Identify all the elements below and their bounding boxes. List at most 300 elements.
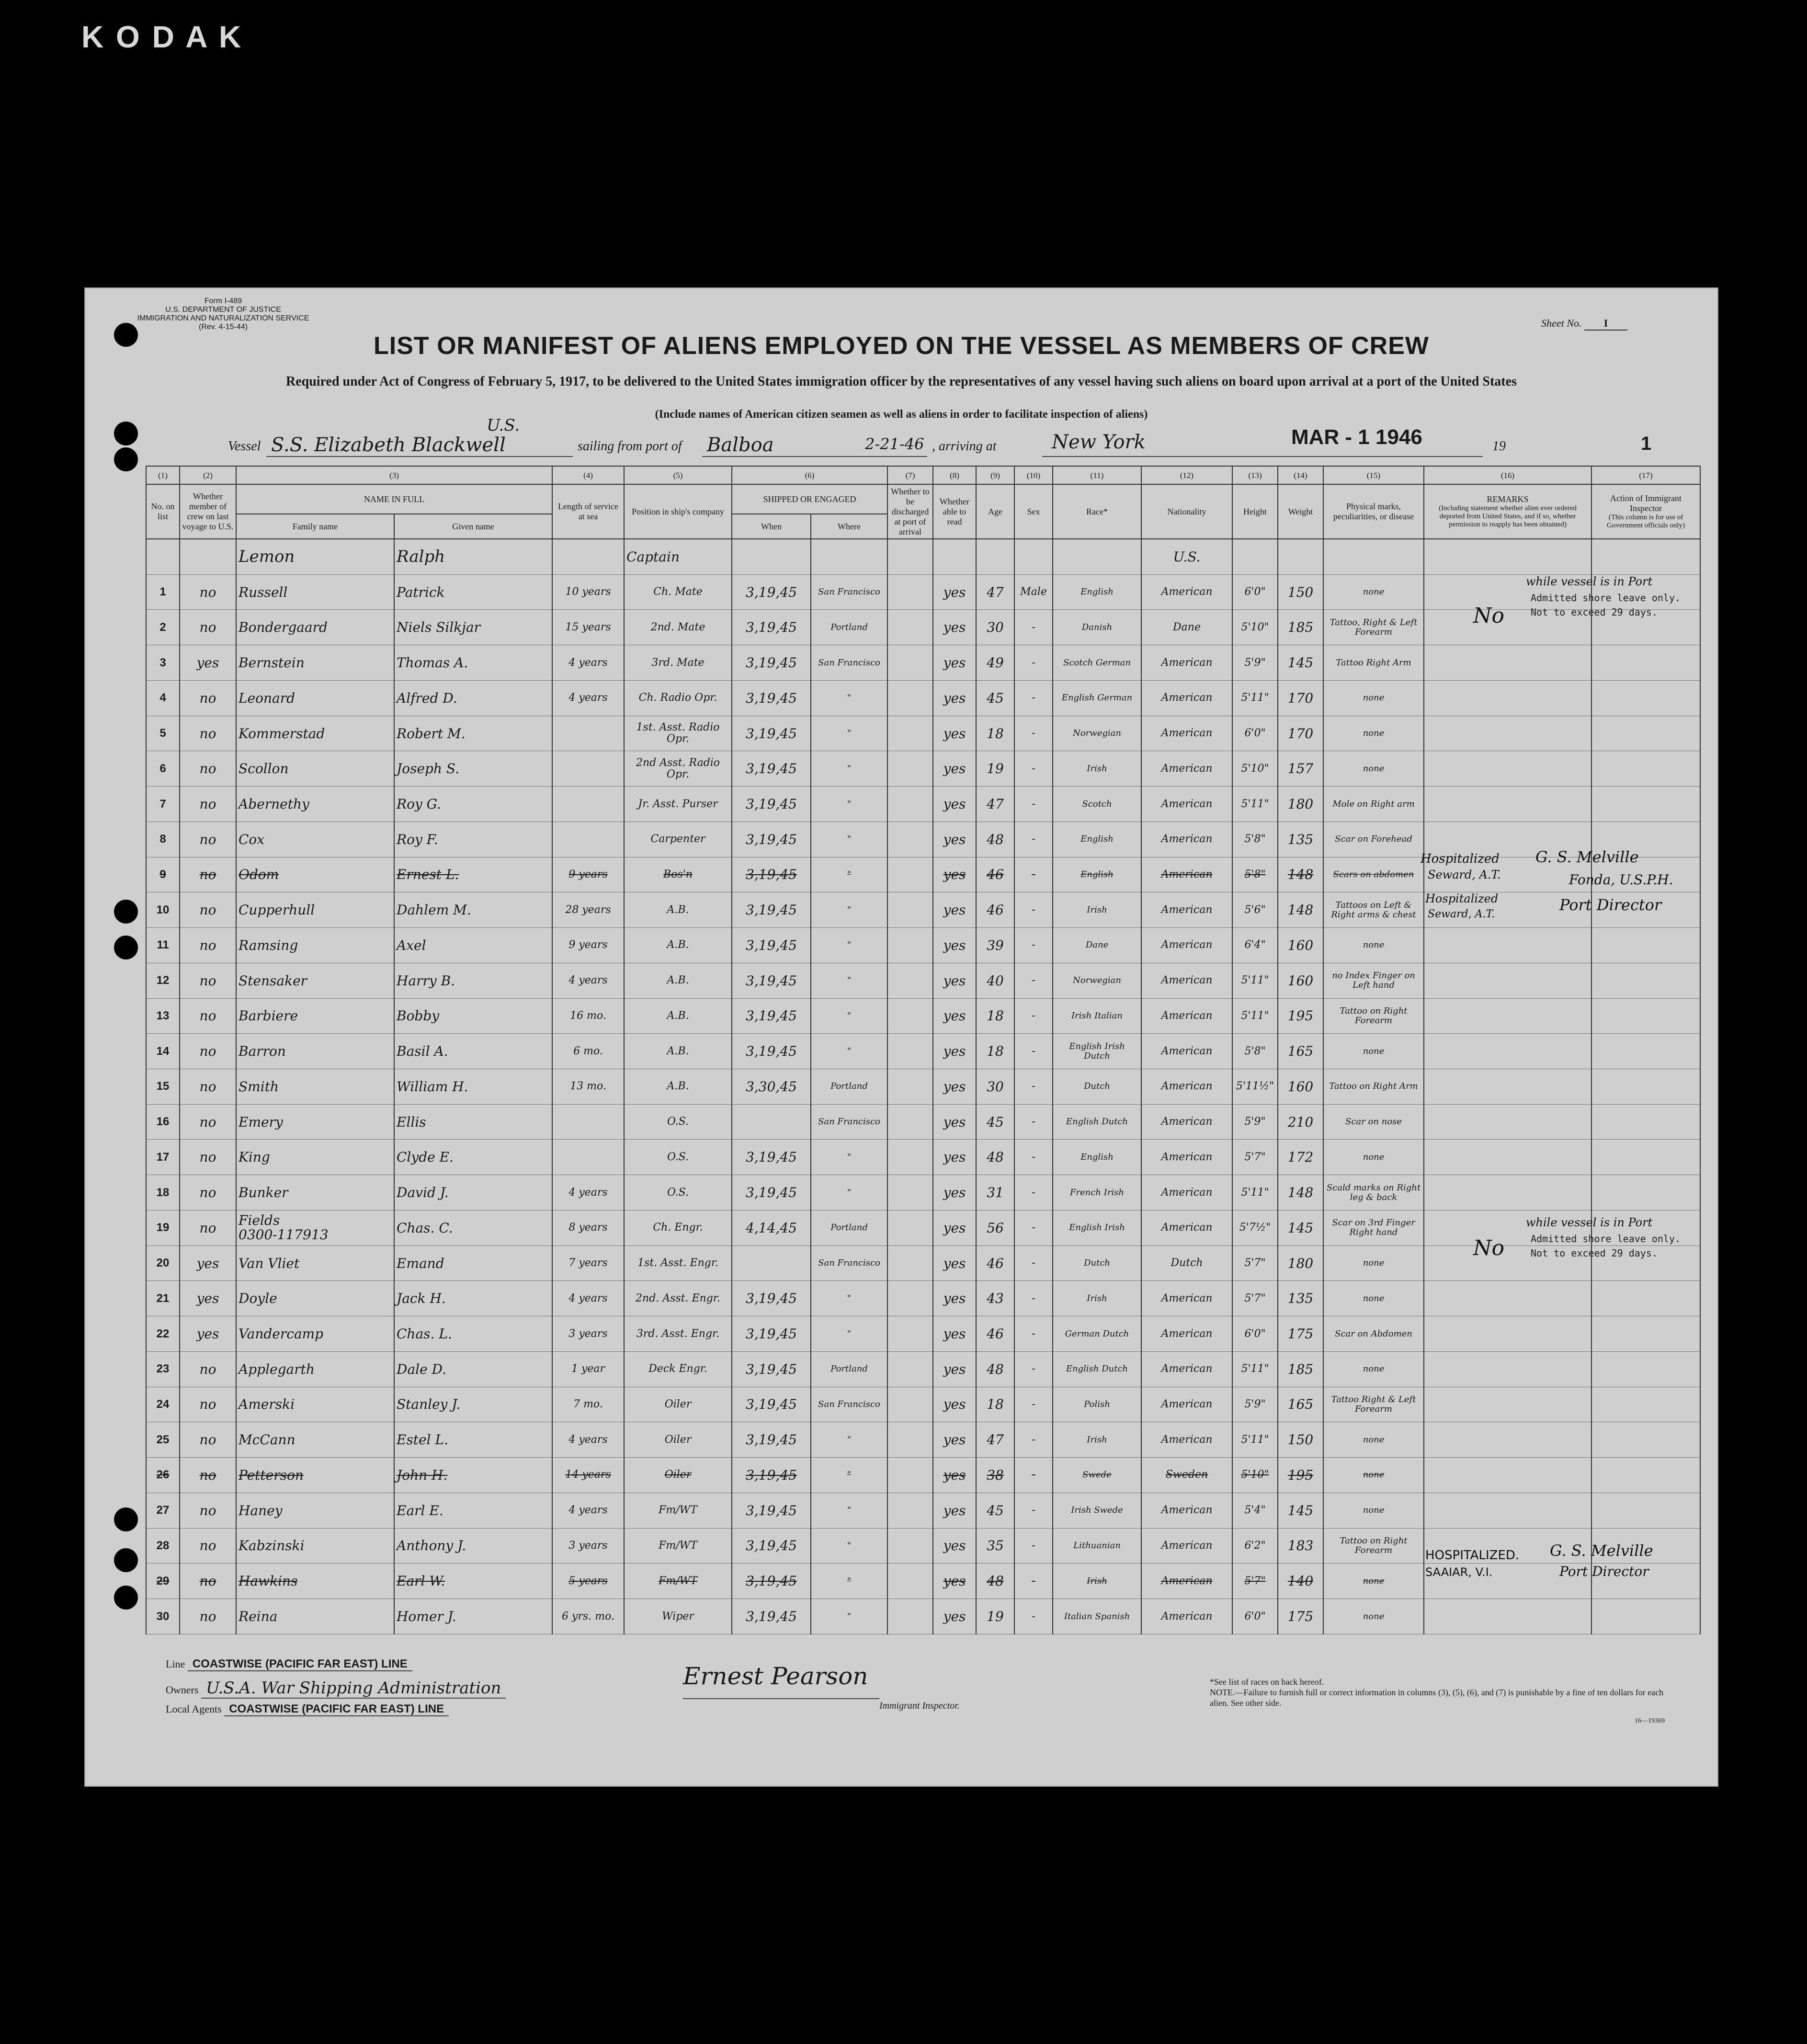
- hospitalized-location: SAAIAR, V.I.: [1425, 1565, 1493, 1579]
- sex: -: [1014, 787, 1053, 822]
- physical-marks: Tattoo on Right Forearm: [1323, 998, 1424, 1034]
- given-name: Roy F.: [394, 822, 552, 857]
- shipped-where: ": [811, 1175, 887, 1210]
- weight: 145: [1278, 1493, 1323, 1528]
- age: 18: [976, 1387, 1014, 1422]
- race: English: [1053, 1140, 1141, 1175]
- action-cell: [1591, 1493, 1700, 1528]
- length-of-service: 7 years: [552, 1245, 624, 1281]
- footer-notes: [1210, 1677, 1665, 1724]
- given-name: William H.: [394, 1069, 552, 1105]
- document-title: LIST OR MANIFEST OF ALIENS EMPLOYED ON THE VESSEL AS MEMBERS OF CREW: [374, 332, 1429, 360]
- discharged: [887, 1281, 933, 1316]
- sex: -: [1014, 1564, 1053, 1599]
- action-cell: [1591, 751, 1700, 787]
- hospitalized-note: HOSPITALIZED.: [1425, 1548, 1520, 1563]
- crew-row: [146, 1387, 1700, 1422]
- family-name: Petterson: [236, 1458, 394, 1493]
- nationality: American: [1141, 1140, 1232, 1175]
- able-to-read: yes: [933, 1422, 976, 1458]
- sex: -: [1014, 857, 1053, 892]
- given-name: Earl E.: [394, 1493, 552, 1528]
- discharged: [887, 716, 933, 751]
- shipped-when: 3,19,45: [732, 645, 811, 681]
- shipped-when: [732, 1245, 811, 1281]
- height: 6'0": [1232, 1316, 1278, 1352]
- discharged: [887, 998, 933, 1034]
- crew-row: [146, 1034, 1700, 1069]
- position: Ch. Radio Opr.: [624, 680, 732, 716]
- weight: 172: [1278, 1140, 1323, 1175]
- form-number: Form I-489: [204, 297, 242, 305]
- last-voyage: no: [180, 822, 236, 857]
- weight: 185: [1278, 1351, 1323, 1387]
- length-of-service: 4 years: [552, 963, 624, 998]
- given-name: Emand: [394, 1245, 552, 1281]
- shipped-when: 3,19,45: [732, 751, 811, 787]
- crew-row: [146, 787, 1700, 822]
- family-name: Bernstein: [236, 645, 394, 681]
- position: Oiler: [624, 1458, 732, 1493]
- given-name: Ellis: [394, 1104, 552, 1140]
- action-cell: [1591, 716, 1700, 751]
- family-name: Emery: [236, 1104, 394, 1140]
- race: Irish: [1053, 1281, 1141, 1316]
- physical-marks: none: [1323, 574, 1424, 610]
- shipped-where: ": [811, 892, 887, 928]
- family-name: King: [236, 1140, 394, 1175]
- race: English: [1053, 822, 1141, 857]
- service-name: IMMIGRATION AND NATURALIZATION SERVICE: [137, 314, 309, 322]
- race: Scotch: [1053, 787, 1141, 822]
- arrival-date-stamp: MAR - 1 1946: [1291, 425, 1422, 449]
- shore-leave-stamp: Admitted shore leave only.: [1531, 1233, 1681, 1245]
- remarks-cell: [1424, 1104, 1591, 1140]
- discharged: [887, 574, 933, 610]
- age: 47: [976, 787, 1014, 822]
- length-of-service: 6 yrs. mo.: [552, 1599, 624, 1634]
- age: 49: [976, 645, 1014, 681]
- family-name: Cupperhull: [236, 892, 394, 928]
- agents-value: COASTWISE (PACIFIC FAR EAST) LINE: [224, 1702, 449, 1716]
- able-to-read: yes: [933, 1034, 976, 1069]
- header-remarks: [1424, 484, 1591, 539]
- able-to-read: yes: [933, 716, 976, 751]
- row-number: 8: [146, 822, 180, 857]
- sex: -: [1014, 1387, 1053, 1422]
- crew-row: [146, 1458, 1700, 1493]
- row-number: 11: [146, 928, 180, 963]
- able-to-read: yes: [933, 787, 976, 822]
- hospitalized-location: Seward, A.T.: [1428, 868, 1501, 881]
- able-to-read: yes: [933, 1140, 976, 1175]
- nationality: Sweden: [1141, 1458, 1232, 1493]
- physical-marks: Tattoo Right Arm: [1323, 645, 1424, 681]
- position: A.B.: [624, 928, 732, 963]
- last-voyage: no: [180, 857, 236, 892]
- col-num: (8): [933, 466, 976, 484]
- remarks-cell: [1424, 645, 1591, 681]
- shipped-when: 3,19,45: [732, 574, 811, 610]
- crew-row: [146, 1210, 1700, 1245]
- age: 48: [976, 1351, 1014, 1387]
- height: 5'10": [1232, 610, 1278, 645]
- action-cell: [1591, 1034, 1700, 1069]
- document-subtitle: Required under Act of Congress of February 5, 1917, to be delivered to the United States immigration officer by the representatives of any vessel having such aliens on board upon arrival at a port of the United States: [286, 374, 1517, 389]
- action-cell: [1591, 928, 1700, 963]
- age: 48: [976, 1140, 1014, 1175]
- last-voyage: no: [180, 1351, 236, 1387]
- length-of-service: 4 years: [552, 680, 624, 716]
- discharged: [887, 1104, 933, 1140]
- length-of-service: 4 years: [552, 1422, 624, 1458]
- punch-hole: [114, 1507, 138, 1531]
- shipped-where: ": [811, 1599, 887, 1634]
- header-length-of-service: Length of service at sea: [552, 484, 624, 539]
- given-name: Ernest L.: [394, 857, 552, 892]
- from-port: Balboa: [707, 434, 774, 456]
- able-to-read: yes: [933, 1316, 976, 1352]
- crew-table-body: [146, 539, 1700, 1634]
- height: 5'7": [1232, 1281, 1278, 1316]
- sailing-label: sailing from port of: [578, 439, 682, 454]
- height: 5'11": [1232, 787, 1278, 822]
- file-number: 0300-117913: [239, 1227, 329, 1243]
- weight: 135: [1278, 1281, 1323, 1316]
- given-name: Dale D.: [394, 1351, 552, 1387]
- length-of-service: 28 years: [552, 892, 624, 928]
- shipped-when: 3,19,45: [732, 1140, 811, 1175]
- remarks-cell: [1424, 680, 1591, 716]
- shipped-when: 3,19,45: [732, 1316, 811, 1352]
- shipped-where: ": [811, 928, 887, 963]
- age: 46: [976, 1316, 1014, 1352]
- given-name: Anthony J.: [394, 1528, 552, 1564]
- position: Jr. Asst. Purser: [624, 787, 732, 822]
- crew-row: [146, 1245, 1700, 1281]
- races-note: *See list of races on back hereof.: [1210, 1677, 1324, 1687]
- physical-marks: none: [1323, 1493, 1424, 1528]
- position: Carpenter: [624, 822, 732, 857]
- physical-marks: none: [1323, 1564, 1424, 1599]
- shipped-where: Portland: [811, 610, 887, 645]
- weight: 165: [1278, 1387, 1323, 1422]
- action-cell: [1591, 963, 1700, 998]
- sex: -: [1014, 1140, 1053, 1175]
- position: 1st. Asst. Radio Opr.: [624, 716, 732, 751]
- family-name: Abernethy: [236, 787, 394, 822]
- header-row-1: [146, 484, 1700, 514]
- owners-label: Owners: [166, 1684, 199, 1696]
- film-edge-marking: K O D A K: [81, 20, 243, 54]
- position: Fm/WT: [624, 1564, 732, 1599]
- family-name: Kabzinski: [236, 1528, 394, 1564]
- shipped-where: ": [811, 787, 887, 822]
- given-name: Harry B.: [394, 963, 552, 998]
- hospitalized-location: Seward, A.T.: [1428, 908, 1495, 920]
- action-cell: [1591, 1316, 1700, 1352]
- age: 47: [976, 574, 1014, 610]
- position: 3rd. Asst. Engr.: [624, 1316, 732, 1352]
- row-number: 4: [146, 680, 180, 716]
- sex: -: [1014, 1175, 1053, 1210]
- height: 5'11": [1232, 1351, 1278, 1387]
- shipped-when: 3,19,45: [732, 1528, 811, 1564]
- shipped-where: ": [811, 751, 887, 787]
- family-name-text: Fields: [239, 1212, 280, 1229]
- shipped-where: San Francisco: [811, 645, 887, 681]
- shipped-where: Portland: [811, 1210, 887, 1245]
- col-num: (2): [180, 466, 236, 484]
- nationality: American: [1141, 1069, 1232, 1105]
- weight: 170: [1278, 716, 1323, 751]
- race: Dane: [1053, 928, 1141, 963]
- action-cell: [1591, 1281, 1700, 1316]
- discharged: [887, 1175, 933, 1210]
- remarks-cell: [1424, 1281, 1591, 1316]
- length-of-service: 3 years: [552, 1528, 624, 1564]
- action-cell: [1591, 1422, 1700, 1458]
- form-identifier: [137, 297, 309, 331]
- row-number: 9: [146, 857, 180, 892]
- page-number: 1: [1641, 433, 1652, 454]
- action-cell: [1591, 1458, 1700, 1493]
- nationality: American: [1141, 574, 1232, 610]
- shipped-where: San Francisco: [811, 1104, 887, 1140]
- position: Fm/WT: [624, 1493, 732, 1528]
- nationality: Dane: [1141, 610, 1232, 645]
- weight: 157: [1278, 751, 1323, 787]
- able-to-read: yes: [933, 1493, 976, 1528]
- inspector-label: Immigrant Inspector.: [879, 1701, 960, 1711]
- last-voyage: no: [180, 1387, 236, 1422]
- row-number: 1: [146, 574, 180, 610]
- nationality: American: [1141, 822, 1232, 857]
- row-number: 21: [146, 1281, 180, 1316]
- position: 3rd. Mate: [624, 645, 732, 681]
- shipped-when: 3,19,45: [732, 928, 811, 963]
- race: Irish: [1053, 751, 1141, 787]
- height: 5'8": [1232, 822, 1278, 857]
- discharged: [887, 892, 933, 928]
- height: 6'2": [1232, 1528, 1278, 1564]
- race: English Dutch: [1053, 1351, 1141, 1387]
- shipped-when: 3,19,45: [732, 787, 811, 822]
- age: 30: [976, 610, 1014, 645]
- length-of-service: 16 mo.: [552, 998, 624, 1034]
- physical-marks: Scald marks on Right leg & back: [1323, 1175, 1424, 1210]
- last-voyage: no: [180, 1422, 236, 1458]
- row-number: 5: [146, 716, 180, 751]
- family-name: Barron: [236, 1034, 394, 1069]
- nationality: American: [1141, 1599, 1232, 1634]
- sail-date: 2-21-46: [865, 435, 924, 453]
- weight: 165: [1278, 1034, 1323, 1069]
- remarks-cell: [1424, 1599, 1591, 1634]
- given-name: Dahlem M.: [394, 892, 552, 928]
- nationality: American: [1141, 963, 1232, 998]
- height: 5'7½": [1232, 1210, 1278, 1245]
- sex: -: [1014, 1351, 1053, 1387]
- owners-value: U.S.A. War Shipping Administration: [201, 1679, 506, 1699]
- age: 45: [976, 1104, 1014, 1140]
- weight: 160: [1278, 1069, 1323, 1105]
- shipped-when: 3,19,45: [732, 1175, 811, 1210]
- length-of-service: 14 years: [552, 1458, 624, 1493]
- crew-row: [146, 928, 1700, 963]
- row-number: 13: [146, 998, 180, 1034]
- race: Irish: [1053, 1564, 1141, 1599]
- weight: 148: [1278, 892, 1323, 928]
- height: 5'11": [1232, 1175, 1278, 1210]
- able-to-read: yes: [933, 1210, 976, 1245]
- discharged: [887, 857, 933, 892]
- last-voyage: no: [180, 787, 236, 822]
- length-of-service: 8 years: [552, 1210, 624, 1245]
- weight: 180: [1278, 1245, 1323, 1281]
- nationality: American: [1141, 1528, 1232, 1564]
- nationality: American: [1141, 716, 1232, 751]
- nationality: American: [1141, 928, 1232, 963]
- crew-row: [146, 998, 1700, 1034]
- sex: -: [1014, 1316, 1053, 1352]
- race: Danish: [1053, 610, 1141, 645]
- remarks-cell: [1424, 963, 1591, 998]
- crew-row: [146, 963, 1700, 998]
- shipped-when: 3,19,45: [732, 1034, 811, 1069]
- discharged: [887, 1140, 933, 1175]
- weight: 195: [1278, 998, 1323, 1034]
- last-voyage: no: [180, 1493, 236, 1528]
- weight: 140: [1278, 1564, 1323, 1599]
- sex: -: [1014, 963, 1053, 998]
- remarks-cell: [1424, 1351, 1591, 1387]
- race: English Irish Dutch: [1053, 1034, 1141, 1069]
- last-voyage: yes: [180, 645, 236, 681]
- crew-row: [146, 610, 1700, 645]
- height: 5'8": [1232, 857, 1278, 892]
- height: 5'11": [1232, 963, 1278, 998]
- height: 5'9": [1232, 1104, 1278, 1140]
- able-to-read: yes: [933, 645, 976, 681]
- header-remarks-note: (Including statement whether alien ever ordered deported from United States, and if so, whether permission to reapply has been obtained): [1439, 504, 1577, 528]
- line-value: COASTWISE (PACIFIC FAR EAST) LINE: [188, 1657, 412, 1671]
- row-number: 17: [146, 1140, 180, 1175]
- header-nationality: Nationality: [1141, 484, 1232, 539]
- given-name: John H.: [394, 1458, 552, 1493]
- last-voyage: no: [180, 1564, 236, 1599]
- discharged: [887, 1387, 933, 1422]
- remarks-cell: [1424, 1387, 1591, 1422]
- given-name: Homer J.: [394, 1599, 552, 1634]
- height: 5'9": [1232, 1387, 1278, 1422]
- physical-marks: Tattoo on Right Forearm: [1323, 1528, 1424, 1564]
- action-cell: [1591, 1069, 1700, 1105]
- race: Irish: [1053, 892, 1141, 928]
- nationality: American: [1141, 998, 1232, 1034]
- header-given-name: Given name: [394, 514, 552, 539]
- position: 2nd. Mate: [624, 610, 732, 645]
- family-name: Applegarth: [236, 1351, 394, 1387]
- age: 30: [976, 1069, 1014, 1105]
- inspector-signature: G. S. Melville: [1550, 1542, 1653, 1560]
- nationality: American: [1141, 1281, 1232, 1316]
- weight: 175: [1278, 1316, 1323, 1352]
- discharged: [887, 645, 933, 681]
- race: English Dutch: [1053, 1104, 1141, 1140]
- nationality: American: [1141, 1316, 1232, 1352]
- port-director-title: Port Director: [1559, 896, 1662, 914]
- shore-leave-stamp: Admitted shore leave only.: [1531, 592, 1681, 604]
- given-name: Estel L.: [394, 1422, 552, 1458]
- shipped-where: Portland: [811, 1351, 887, 1387]
- arriving-label: , arriving at: [932, 439, 997, 454]
- sex: -: [1014, 1069, 1053, 1105]
- length-of-service: 3 years: [552, 1316, 624, 1352]
- header-shipped-or-engaged: SHIPPED OR ENGAGED: [732, 484, 887, 514]
- length-of-service: 13 mo.: [552, 1069, 624, 1105]
- height: 6'0": [1232, 574, 1278, 610]
- able-to-read: yes: [933, 1245, 976, 1281]
- shipped-when: 3,19,45: [732, 1599, 811, 1634]
- row-number: 26: [146, 1458, 180, 1493]
- length-of-service: 4 years: [552, 1281, 624, 1316]
- race: Irish Italian: [1053, 998, 1141, 1034]
- sex: -: [1014, 1422, 1053, 1458]
- port-director-title: Port Director: [1559, 1564, 1649, 1579]
- last-voyage: no: [180, 1599, 236, 1634]
- shipped-where: ": [811, 822, 887, 857]
- action-cell: [1591, 1599, 1700, 1634]
- inspector-signature: G. S. Melville: [1535, 848, 1639, 866]
- length-of-service: [552, 751, 624, 787]
- last-voyage: no: [180, 1210, 236, 1245]
- punch-hole: [114, 1548, 138, 1572]
- given-name: Bobby: [394, 998, 552, 1034]
- row-number: 7: [146, 787, 180, 822]
- header-where: Where: [811, 514, 887, 539]
- sex: -: [1014, 751, 1053, 787]
- sex: -: [1014, 1528, 1053, 1564]
- agents-label: Local Agents: [166, 1703, 222, 1715]
- struck-family-name: Lemon: [236, 539, 394, 574]
- physical-marks: none: [1323, 1351, 1424, 1387]
- shipped-when: 3,19,45: [732, 822, 811, 857]
- shipped-when: [732, 1104, 811, 1140]
- weight: 148: [1278, 857, 1323, 892]
- given-name: Clyde E.: [394, 1140, 552, 1175]
- crew-row: [146, 1422, 1700, 1458]
- age: 46: [976, 1245, 1014, 1281]
- length-of-service: 9 years: [552, 928, 624, 963]
- physical-marks: none: [1323, 1422, 1424, 1458]
- length-of-service: [552, 787, 624, 822]
- col-num: (16): [1424, 466, 1591, 484]
- length-of-service: 1 year: [552, 1351, 624, 1387]
- able-to-read: yes: [933, 928, 976, 963]
- nationality: American: [1141, 1422, 1232, 1458]
- header-no-on-list: No. on list: [146, 484, 180, 539]
- position: O.S.: [624, 1140, 732, 1175]
- remarks-cell: [1424, 1422, 1591, 1458]
- shipped-when: 3,30,45: [732, 1069, 811, 1105]
- family-name: Ramsing: [236, 928, 394, 963]
- row-number: 27: [146, 1493, 180, 1528]
- action-cell: [1591, 680, 1700, 716]
- penalty-note: NOTE.—Failure to furnish full or correct information in columns (3), (5), (6), and (7) is punishable by a fine of ten dollars for each alien. See other side.: [1210, 1688, 1664, 1708]
- age: 45: [976, 1493, 1014, 1528]
- discharged: [887, 1316, 933, 1352]
